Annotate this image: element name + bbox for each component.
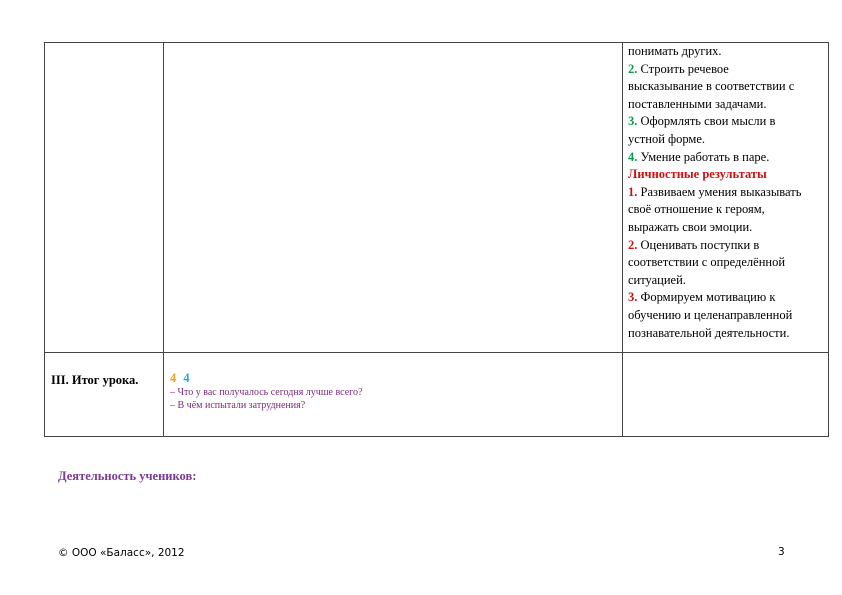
results-line: [628, 184, 824, 202]
results-line: [628, 272, 824, 290]
results-line: [628, 96, 824, 114]
question-item: – Что у вас получалось сегодня лучше всего?: [170, 387, 363, 398]
results-text: понимать других.: [628, 44, 722, 58]
results-number: 3.: [628, 290, 638, 305]
results-line: [628, 61, 824, 79]
results-number: 1.: [628, 184, 638, 199]
results-text: высказывание в соответствии с: [628, 79, 795, 94]
results-line: [628, 307, 824, 325]
results-text: обучению и целенаправленной: [628, 307, 793, 322]
results-text: Развиваем умения выказывать: [637, 184, 802, 199]
results-text: познавательной деятельности.: [628, 325, 790, 340]
results-heading: Личностные результаты: [628, 167, 767, 182]
results-text: Оформлять свои мысли в: [637, 114, 776, 129]
activity-heading: Деятельность учеников:: [58, 469, 197, 483]
results-line: [628, 237, 824, 255]
results-line: [628, 166, 824, 184]
results-text: выражать свои эмоции.: [628, 219, 753, 234]
content-cell: [164, 43, 623, 353]
content-cell: [164, 353, 623, 437]
results-number: 3.: [628, 114, 638, 129]
lesson-table: [44, 42, 829, 437]
table-row: [45, 43, 829, 353]
results-text: Формируем мотивацию к: [637, 290, 776, 305]
tag-orange: 4: [170, 371, 177, 385]
results-text: своё отношение к героям,: [628, 202, 765, 217]
results-line: [628, 43, 824, 61]
page-number: 3: [778, 546, 785, 558]
stage-title: III. Итог урока.: [51, 373, 139, 387]
stage-cell: [45, 353, 164, 437]
slide-tags: [170, 371, 622, 386]
results-line: [628, 325, 824, 343]
tag-cyan: 4: [183, 371, 190, 385]
results-line: [628, 201, 824, 219]
results-line: [628, 289, 824, 307]
stage-cell: [45, 43, 164, 353]
results-line: [628, 78, 824, 96]
results-line: [628, 131, 824, 149]
results-text: ситуацией.: [628, 272, 686, 287]
results-cell: [623, 353, 829, 437]
results-text: Оценивать поступки в: [637, 237, 760, 252]
question-item: – В чём испытали затруднения?: [170, 400, 306, 411]
results-list: [623, 43, 828, 342]
results-line: [628, 149, 824, 167]
results-text: соответствии с определённой: [628, 255, 786, 270]
table-row: [45, 353, 829, 437]
results-line: [628, 113, 824, 131]
results-text: Строить речевое: [637, 61, 729, 76]
results-line: [628, 219, 824, 237]
results-text: устной форме.: [628, 131, 706, 146]
results-number: 4.: [628, 149, 638, 164]
results-text: поставленными задачами.: [628, 96, 767, 111]
results-number: 2.: [628, 237, 638, 252]
results-number: 2.: [628, 61, 638, 76]
results-line: [628, 254, 824, 272]
results-cell: [623, 43, 829, 353]
results-text: Умение работать в паре.: [637, 149, 770, 164]
footer-copyright: © ООО «Баласс», 2012: [58, 547, 185, 559]
